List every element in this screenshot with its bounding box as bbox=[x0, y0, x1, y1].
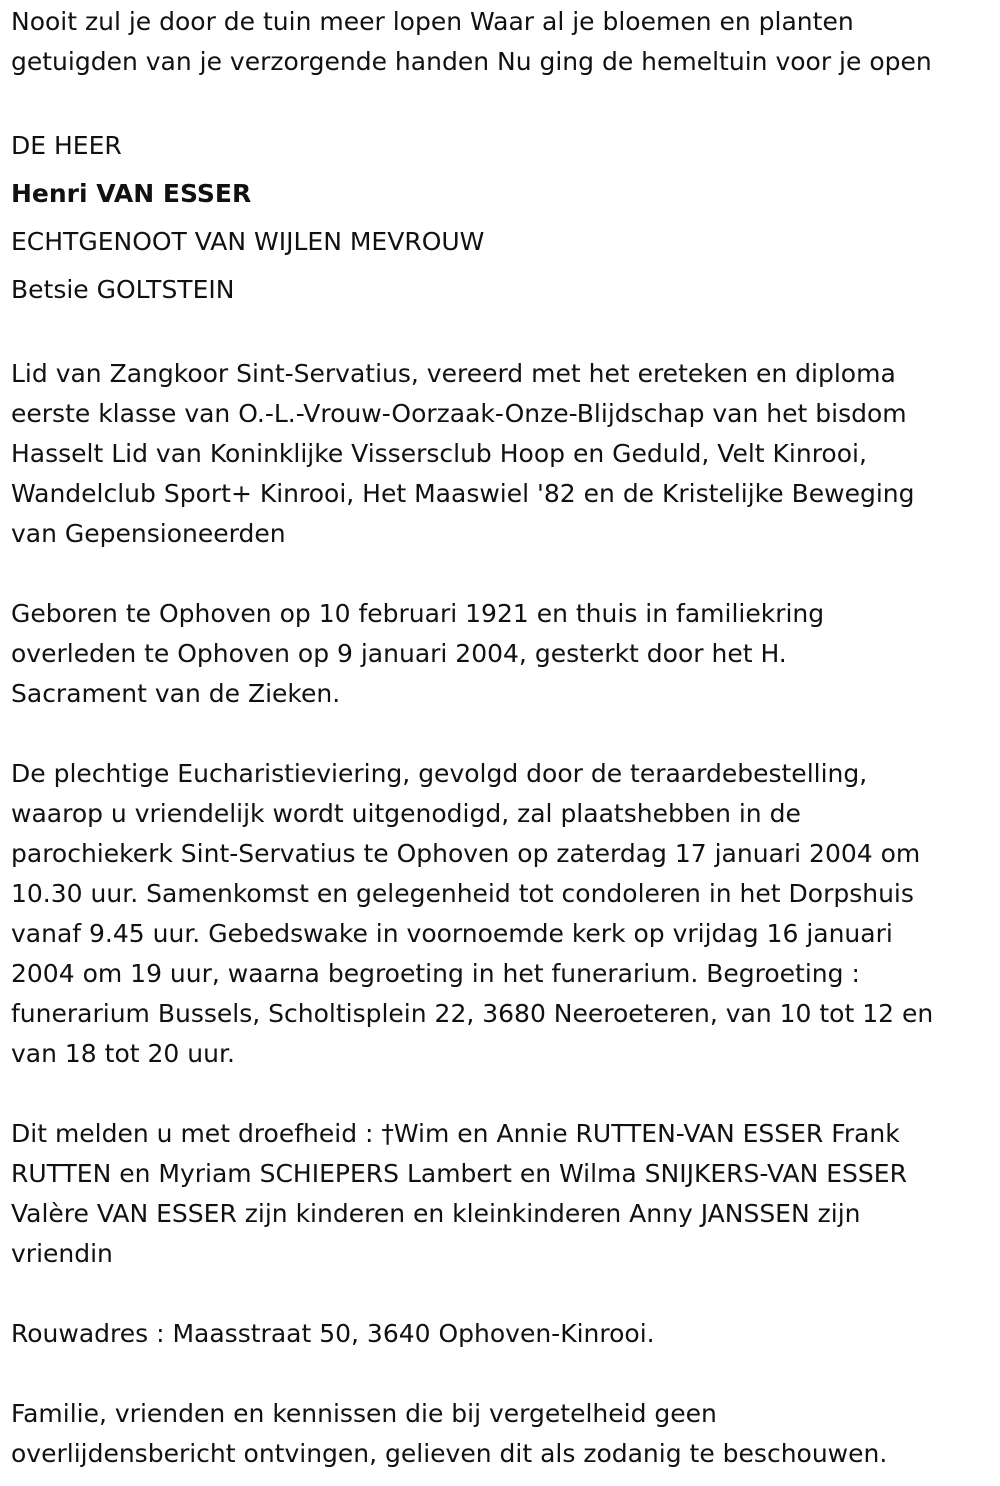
ceremony-line: 10.30 uur. Samenkomst en gelegenheid tot condoleren in het Dorpshuis bbox=[11, 879, 914, 908]
family-line: vriendin bbox=[11, 1239, 113, 1268]
ceremony-line: parochiekerk Sint-Servatius te Ophoven op zaterdag 17 januari 2004 om bbox=[11, 839, 921, 868]
address-paragraph bbox=[11, 1314, 990, 1354]
ceremony-line: van 18 tot 20 uur. bbox=[11, 1039, 235, 1068]
ceremony-line: funerarium Bussels, Scholtisplein 22, 3680 Neeroeteren, van 10 tot 12 en bbox=[11, 999, 934, 1028]
family-line: RUTTEN en Myriam SCHIEPERS Lambert en Wilma SNIJKERS-VAN ESSER bbox=[11, 1159, 907, 1188]
honorific-title: DE HEER bbox=[11, 131, 122, 160]
ceremony-paragraph bbox=[11, 754, 990, 1074]
closing-line: Familie, vrienden en kennissen die bij vergetelheid geen bbox=[11, 1399, 717, 1428]
memberships-paragraph bbox=[11, 354, 990, 554]
spouse-relation: ECHTGENOOT VAN WIJLEN MEVROUW bbox=[11, 227, 485, 256]
birth-death-paragraph bbox=[11, 594, 990, 714]
birth-death-line: Sacrament van de Zieken. bbox=[11, 679, 341, 708]
memberships-line: Wandelclub Sport+ Kinrooi, Het Maaswiel '82 en de Kristelijke Beweging bbox=[11, 479, 915, 508]
family-line: Valère VAN ESSER zijn kinderen en kleinkinderen Anny JANSSEN zijn bbox=[11, 1199, 861, 1228]
family-line: Dit melden u met droefheid : †Wim en Annie RUTTEN-VAN ESSER Frank bbox=[11, 1119, 900, 1148]
memberships-line: Hasselt Lid van Koninklijke Vissersclub Hoop en Geduld, Velt Kinrooi, bbox=[11, 439, 867, 468]
birth-death-line: overleden te Ophoven op 9 januari 2004, gesterkt door het H. bbox=[11, 639, 787, 668]
ceremony-line: vanaf 9.45 uur. Gebedswake in voornoemde kerk op vrijdag 16 januari bbox=[11, 919, 893, 948]
poem-paragraph bbox=[11, 2, 990, 82]
closing-line: overlijdensbericht ontvingen, gelieven dit als zodanig te beschouwen. bbox=[11, 1439, 888, 1468]
closing-paragraph bbox=[11, 1394, 990, 1474]
family-paragraph bbox=[11, 1114, 990, 1274]
memberships-line: Lid van Zangkoor Sint-Servatius, vereerd met het ereteken en diploma bbox=[11, 359, 896, 388]
address-line: Rouwadres : Maasstraat 50, 3640 Ophoven-Kinrooi. bbox=[11, 1319, 655, 1348]
poem-line: getuigden van je verzorgende handen Nu ging de hemeltuin voor je open bbox=[11, 47, 932, 76]
memberships-line: eerste klasse van O.-L.-Vrouw-Oorzaak-Onze-Blijdschap van het bisdom bbox=[11, 399, 907, 428]
ceremony-line: waarop u vriendelijk wordt uitgenodigd, zal plaatshebben in de bbox=[11, 799, 801, 828]
birth-death-line: Geboren te Ophoven op 10 februari 1921 en thuis in familiekring bbox=[11, 599, 825, 628]
ceremony-line: De plechtige Eucharistieviering, gevolgd door de teraardebestelling, bbox=[11, 759, 868, 788]
poem-line: Nooit zul je door de tuin meer lopen Waar al je bloemen en planten bbox=[11, 7, 854, 36]
ceremony-line: 2004 om 19 uur, waarna begroeting in het funerarium. Begroeting : bbox=[11, 959, 860, 988]
memberships-line: van Gepensioneerden bbox=[11, 519, 286, 548]
deceased-name: Henri VAN ESSER bbox=[11, 179, 252, 208]
deceased-header bbox=[11, 122, 990, 314]
spouse-name: Betsie GOLTSTEIN bbox=[11, 275, 235, 304]
